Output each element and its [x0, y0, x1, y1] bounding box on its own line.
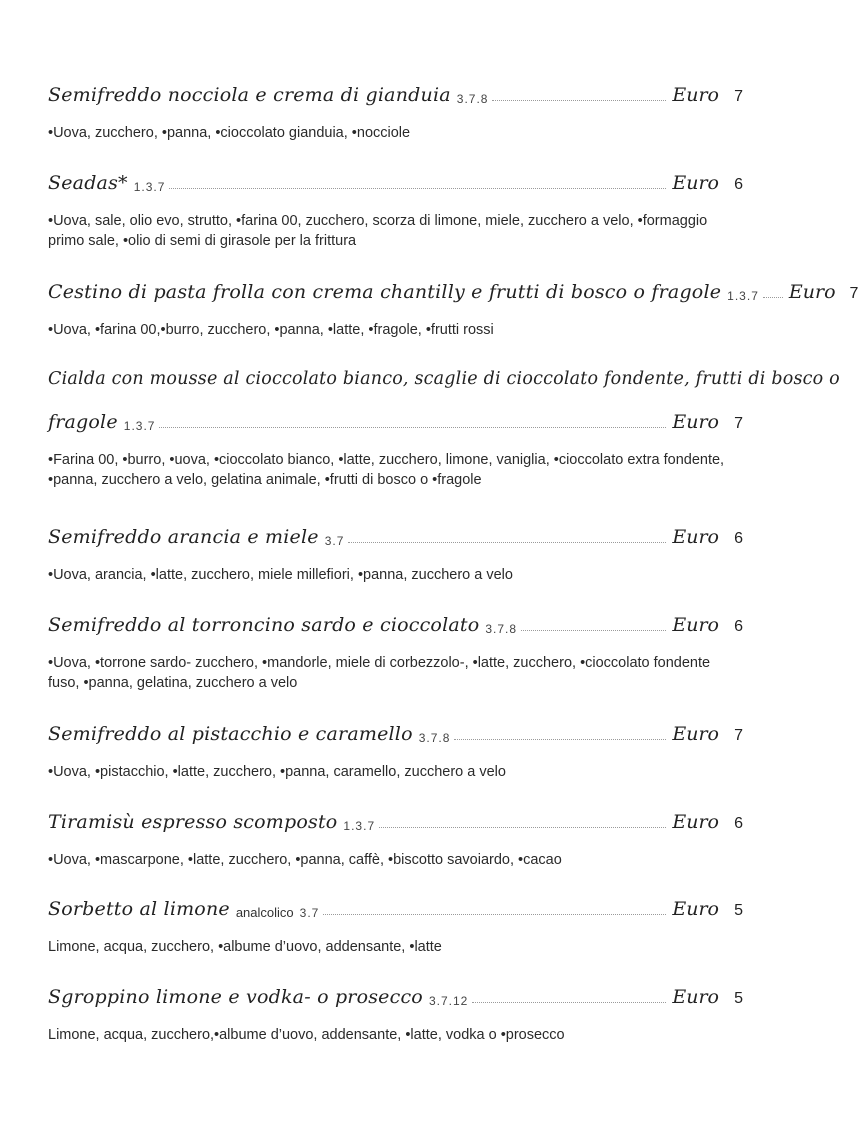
dish-name: Semifreddo arancia e miele [48, 526, 319, 548]
allergen-codes: 3.7.12 [428, 994, 469, 1008]
dish-name-continued: fragole [48, 411, 118, 433]
price: 7 [734, 88, 743, 105]
dotted-leader [159, 427, 666, 428]
dotted-leader [348, 542, 666, 543]
dotted-leader [454, 739, 666, 740]
allergen-codes: 3.7.8 [456, 92, 489, 106]
currency-label: Euro [672, 986, 719, 1008]
menu-item-title-row [48, 898, 743, 920]
dish-name: Cestino di pasta frolla con crema chantilly e frutti di bosco o fragole [48, 281, 722, 303]
ingredients-text: •Uova, arancia, •latte, zucchero, miele millefiori, •panna, zucchero a velo [48, 567, 513, 583]
ingredients-text: •Farina 00, •burro, •uova, •cioccolato bianco, •latte, zucchero, limone, vaniglia, •cioccolato extra fondente, •panna, zucchero a velo, gelatina animale, •frutti di bosco o •fragole [48, 452, 725, 488]
menu-item [48, 281, 858, 340]
allergen-codes: 1.3.7 [343, 819, 376, 833]
currency-label: Euro [672, 723, 719, 745]
ingredients-text: •Uova, •pistacchio, •latte, zucchero, •panna, caramello, zucchero a velo [48, 764, 506, 780]
price: 6 [734, 618, 743, 635]
dotted-leader [169, 188, 666, 189]
menu-item-title-row [48, 369, 840, 389]
dish-name: Cialda con mousse al cioccolato bianco, scaglie di cioccolato fondente, frutti di bosco o [48, 369, 840, 389]
price: 6 [734, 530, 743, 547]
dish-name: Semifreddo nocciola e crema di gianduia [48, 84, 451, 106]
currency-label: Euro [672, 172, 719, 194]
dotted-leader [323, 914, 666, 915]
menu-item-title-row [48, 614, 743, 636]
price: 5 [734, 990, 743, 1007]
allergen-codes: 3.7.8 [418, 731, 451, 745]
currency-label: Euro [672, 526, 719, 548]
ingredients-text: •Uova, sale, olio evo, strutto, •farina 00, zucchero, scorza di limone, miele, zucchero a velo, •formaggio primo sale, •olio di semi di girasole per la frittura [48, 213, 708, 249]
menu-item [48, 614, 743, 693]
currency-label: Euro [672, 811, 719, 833]
menu-item-title-row [48, 811, 743, 833]
menu-item [48, 723, 743, 782]
price: 7 [734, 727, 743, 744]
ingredients-text: •Uova, •torrone sardo- zucchero, •mandorle, miele di corbezzolo-, •latte, zucchero, •cioccolato fondente fuso, •panna, gelatina, zucchero a velo [48, 655, 711, 691]
dotted-leader [472, 1002, 666, 1003]
currency-label: Euro [672, 411, 719, 433]
menu-item [48, 811, 743, 870]
currency-label: Euro [672, 614, 719, 636]
menu-item-title-row [48, 84, 743, 106]
ingredients-text: •Uova, •farina 00,•burro, zucchero, •panna, •latte, •fragole, •frutti rossi [48, 322, 494, 338]
currency-label: Euro [672, 84, 719, 106]
ingredients-text: •Uova, zucchero, •panna, •cioccolato gianduia, •nocciole [48, 125, 411, 141]
dish-subtitle: analcolico [235, 905, 294, 920]
dotted-leader [492, 100, 666, 101]
menu-item-title-row [48, 723, 743, 745]
menu-item [48, 369, 840, 490]
dotted-leader [521, 630, 666, 631]
menu-item-title-row [48, 526, 743, 548]
price: 7 [849, 285, 858, 302]
currency-label: Euro [788, 281, 836, 303]
dish-name: Sorbetto al limone [48, 898, 230, 920]
allergen-codes: 3.7 [324, 534, 345, 548]
menu-item [48, 172, 743, 251]
menu-item [48, 898, 743, 957]
dotted-leader [763, 297, 783, 298]
price: 6 [734, 176, 743, 193]
allergen-codes: 1.3.7 [727, 289, 759, 303]
dish-name: Sgroppino limone e vodka- o prosecco [48, 986, 423, 1008]
ingredients-text: Limone, acqua, zucchero, •albume d’uovo, addensante, •latte [48, 939, 442, 955]
dotted-leader [379, 827, 666, 828]
ingredients-text: Limone, acqua, zucchero,•albume d’uovo, addensante, •latte, vodka o •prosecco [48, 1027, 565, 1043]
dish-name: Seadas* [48, 172, 128, 194]
menu-item-title-row [48, 986, 743, 1008]
menu-item-title-row [48, 281, 858, 303]
currency-label: Euro [672, 898, 719, 920]
menu-item [48, 986, 743, 1045]
price: 5 [734, 902, 743, 919]
price: 7 [734, 415, 743, 432]
dish-name: Tiramisù espresso scomposto [48, 811, 338, 833]
menu-item-title-row [48, 411, 743, 433]
menu-item [48, 84, 743, 143]
allergen-codes: 1.3.7 [133, 180, 166, 194]
allergen-codes: 3.7 [299, 906, 320, 920]
allergen-codes: 3.7.8 [485, 622, 518, 636]
menu-item-title-row [48, 172, 743, 194]
menu-item [48, 526, 743, 585]
price: 6 [734, 815, 743, 832]
dish-name: Semifreddo al torroncino sardo e cioccolato [48, 614, 480, 636]
dish-name: Semifreddo al pistacchio e caramello [48, 723, 413, 745]
ingredients-text: •Uova, •mascarpone, •latte, zucchero, •panna, caffè, •biscotto savoiardo, •cacao [48, 852, 562, 868]
allergen-codes: 1.3.7 [123, 419, 156, 433]
